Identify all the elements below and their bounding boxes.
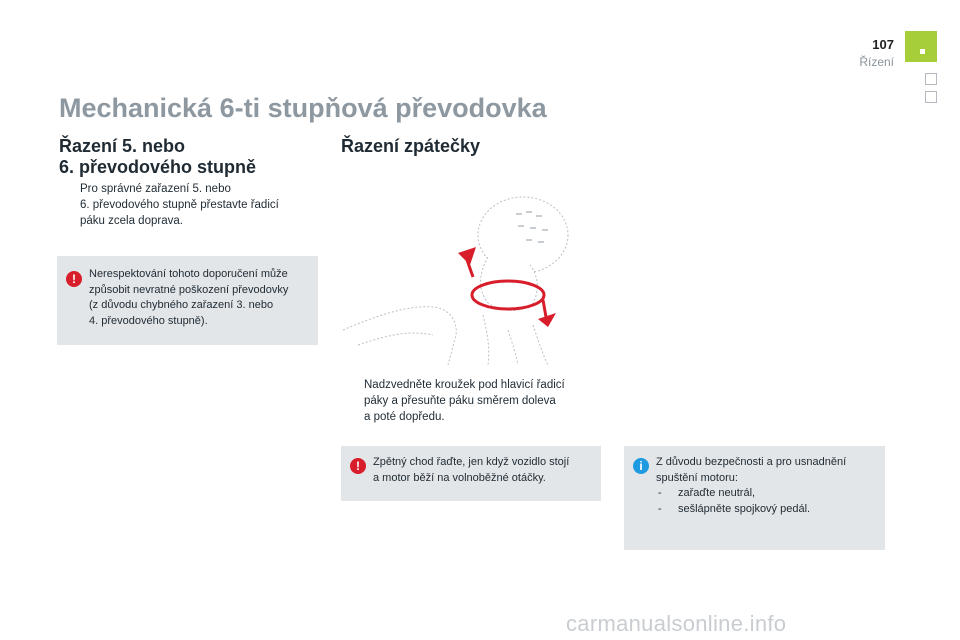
note-line: Nerespektování tohoto doporučení může	[89, 268, 288, 280]
section-heading-gear-5-6	[59, 136, 319, 178]
instruction-bullet	[343, 377, 593, 425]
page-title: Mechanická 6-ti stupňová převodovka	[59, 93, 547, 123]
note-line: způsobit nevratné poškození převodovky	[89, 283, 289, 296]
watermark: carmanualsonline.info	[566, 611, 787, 636]
list-item	[656, 486, 875, 502]
chapter-tab[interactable]	[925, 73, 937, 85]
heading-line: 6. převodového stupně	[59, 157, 257, 177]
list-item-text: sešlápněte spojkový pedál.	[678, 502, 811, 515]
gear-lever-illustration	[338, 195, 588, 365]
section-heading-reverse: Řazení zpátečky	[341, 136, 481, 156]
note-line: Z důvodu bezpečnosti a pro usnadnění	[656, 456, 847, 468]
chapter-tab-active[interactable]	[905, 31, 937, 62]
heading-line: Řazení 5. nebo	[59, 136, 186, 156]
list-item-text: zařaďte neutrál,	[678, 487, 756, 499]
note-line: a motor běží na volnoběžné otáčky.	[373, 471, 546, 484]
chapter-tab[interactable]	[925, 91, 937, 103]
bullet-line: páku zcela doprava.	[80, 215, 183, 227]
dash-marker: -	[658, 487, 662, 499]
section-name: Řízení	[859, 55, 894, 69]
bullet-line: Nadzvedněte kroužek pod hlavicí řadicí	[364, 379, 565, 391]
note-line: (z důvodu chybného zařazení 3. nebo	[89, 299, 274, 311]
info-note	[624, 446, 885, 550]
info-icon	[633, 458, 649, 474]
warning-note	[341, 446, 601, 501]
note-line: spuštění motoru:	[656, 471, 738, 484]
instruction-bullet	[59, 181, 304, 229]
warning-icon	[66, 271, 82, 287]
page-number: 107	[872, 37, 894, 52]
note-line: 4. převodového stupně).	[89, 314, 208, 327]
note-line: Zpětný chod řaďte, jen když vozidlo stojí	[373, 456, 570, 468]
bullet-line: a poté dopředu.	[364, 411, 445, 423]
warning-icon	[350, 458, 366, 474]
bullet-line: Pro správné zařazení 5. nebo	[80, 183, 231, 195]
bullet-line: 6. převodového stupně přestavte řadicí	[80, 199, 279, 211]
bullet-line: páky a přesuňte páku směrem doleva	[364, 395, 556, 407]
dash-marker: -	[658, 502, 662, 515]
tab-dot-icon	[920, 49, 925, 54]
list-item	[656, 502, 875, 518]
warning-note	[57, 256, 318, 345]
